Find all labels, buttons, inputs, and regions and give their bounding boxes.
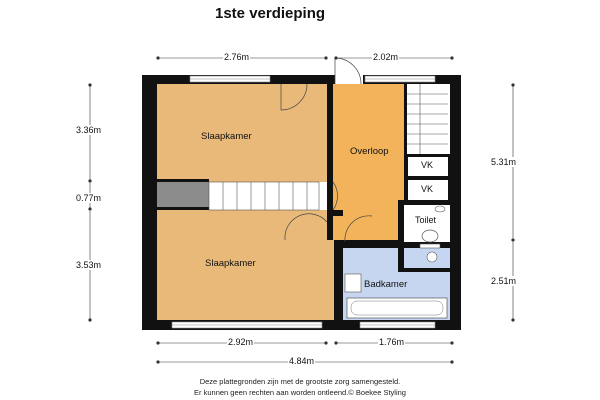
sink-small: [435, 206, 445, 212]
room-overloop: [333, 84, 404, 240]
room-label-vk-2: VK: [421, 184, 434, 194]
room-label-vk-1: VK: [421, 160, 434, 170]
room-slaapkamer-bottom-ext: [157, 240, 334, 320]
interior-wall: [404, 176, 450, 180]
dimension-label-left-top: 3.36m: [76, 125, 102, 135]
interior-wall: [404, 154, 450, 157]
dimension-label-right-bottom: 2.51m: [491, 276, 517, 286]
room-label-slaapkamer-top: Slaapkamer: [201, 131, 252, 142]
interior-wall: [404, 84, 407, 154]
room-label-slaapkamer-bottom: Slaapkamer: [205, 258, 256, 269]
room-label-toilet: Toilet: [415, 215, 437, 225]
interior-wall: [327, 84, 333, 184]
dimension-label-total: 4.84m: [289, 356, 315, 366]
dimension-label-right-top: 5.31m: [491, 157, 517, 167]
toilet-tank: [420, 244, 440, 248]
interior-wall: [327, 210, 333, 240]
footer-line-1: Deze plattegronden zijn met de grootste zorg samengesteld.: [199, 377, 401, 386]
toilet-bowl: [422, 230, 438, 242]
interior-wall: [398, 200, 450, 205]
stair-top-right: [404, 84, 450, 154]
dimension-label-top-left: 2.76m: [224, 52, 250, 62]
dimension-label-bottom-left: 2.92m: [228, 337, 254, 347]
interior-wall: [157, 207, 209, 210]
dimension-label-top-right: 2.02m: [373, 52, 399, 62]
dimension-label-left-middle: 0.77m: [76, 193, 102, 203]
page-title: 1ste verdieping: [215, 5, 326, 22]
sink-round: [427, 252, 437, 262]
stair-zone-gray: [157, 182, 209, 210]
room-label-overloop: Overloop: [350, 146, 389, 157]
interior-wall: [398, 268, 450, 272]
bathtub-inner: [351, 301, 443, 315]
room-label-badkamer: Badkamer: [364, 279, 408, 290]
dimension-label-left-bottom: 3.53m: [76, 260, 102, 270]
footer-line-2: Er kunnen geen rechten aan worden ontleend.© Boekee Styling: [194, 388, 406, 397]
door-opening-top: [335, 74, 363, 84]
dimension-label-bottom-right: 1.76m: [379, 337, 405, 347]
room-badkamer-top: [343, 248, 401, 272]
interior-wall: [337, 240, 343, 320]
sink-bathroom: [345, 274, 361, 292]
interior-wall: [157, 179, 209, 182]
stair-zone-white: [209, 182, 327, 210]
interior-wall: [398, 205, 404, 270]
